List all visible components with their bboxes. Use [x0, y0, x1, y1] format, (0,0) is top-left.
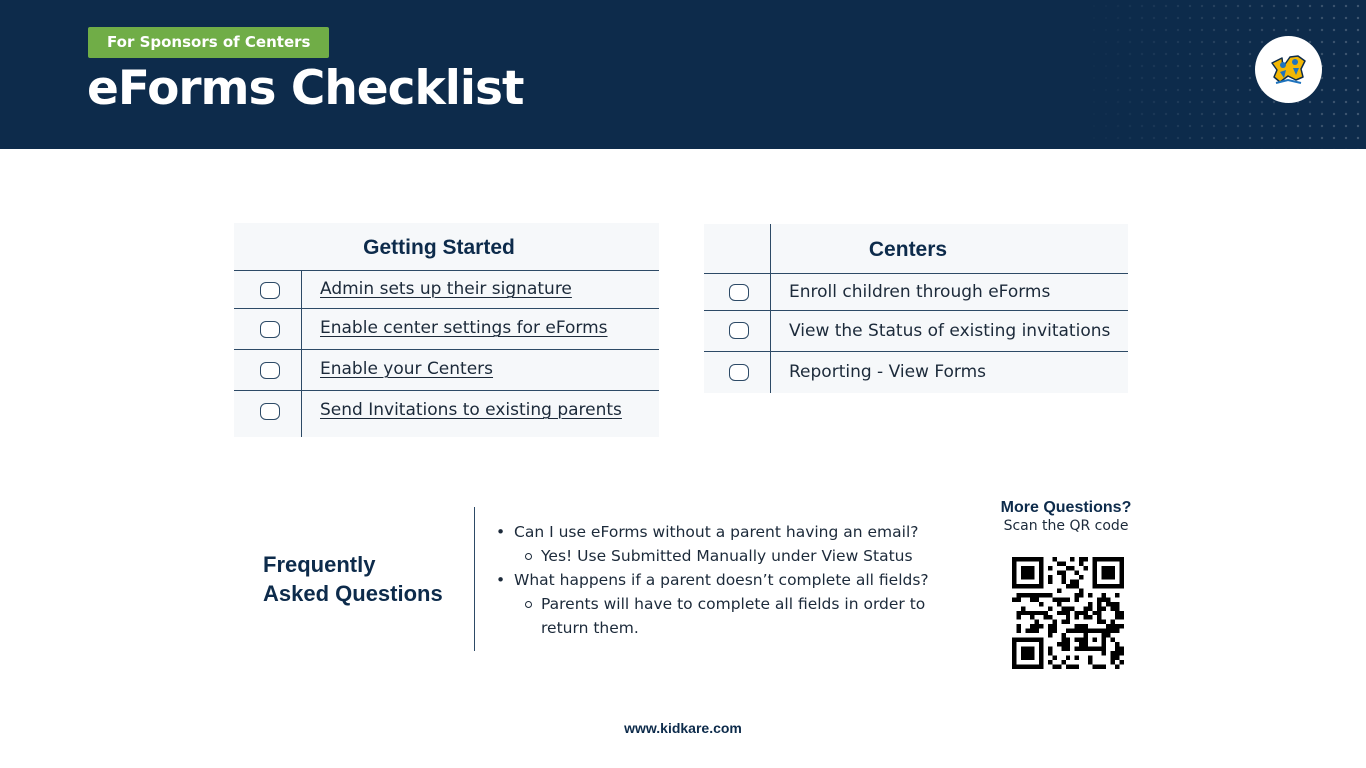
footer-url[interactable]: www.kidkare.com: [624, 720, 742, 736]
checklist-link[interactable]: Enable center settings for eForms: [320, 318, 608, 338]
page-title: eForms Checklist: [87, 61, 524, 116]
row-divider: [704, 273, 1128, 274]
faq-title-line: Frequently: [263, 552, 376, 577]
centers-panel: [704, 224, 1128, 393]
row-divider: [234, 308, 659, 309]
dot-pattern-decoration: [1076, 0, 1366, 149]
column-divider: [770, 224, 771, 393]
more-questions-title: More Questions?: [1000, 499, 1132, 516]
kidkare-logo-icon: [1255, 36, 1322, 103]
getting-started-panel: [234, 223, 659, 437]
checkbox[interactable]: [260, 362, 280, 379]
audience-tag: For Sponsors of Centers: [88, 27, 329, 58]
scan-qr-subtitle: Scan the QR code: [1003, 518, 1129, 534]
getting-started-heading: Getting Started: [363, 236, 515, 259]
checklist-item: View the Status of existing invitations: [789, 321, 1111, 341]
checklist-item: Enroll children through eForms: [789, 282, 1051, 302]
row-divider: [234, 270, 659, 271]
checkbox[interactable]: [729, 284, 749, 301]
faq-title: [263, 550, 443, 608]
checkbox[interactable]: [729, 322, 749, 339]
checkbox[interactable]: [260, 403, 280, 420]
checklist-link[interactable]: Admin sets up their signature: [320, 279, 572, 299]
row-divider: [704, 351, 1128, 352]
centers-heading: Centers: [868, 238, 948, 261]
column-divider: [301, 270, 302, 437]
row-divider: [234, 349, 659, 350]
faq-title-line: Asked Questions: [263, 581, 443, 606]
faq-divider: [474, 507, 475, 651]
faq-question: • Can I use eForms without a parent having an email?: [496, 520, 956, 544]
faq-answer: Yes! Use Submitted Manually under View Status: [496, 544, 956, 568]
qr-code-icon[interactable]: [1012, 557, 1124, 669]
row-divider: [704, 310, 1128, 311]
faq-question: • What happens if a parent doesn’t complete all fields?: [496, 568, 956, 592]
checklist-link[interactable]: Send Invitations to existing parents: [320, 400, 622, 420]
faq-list: [496, 520, 956, 640]
checkbox[interactable]: [729, 364, 749, 381]
header-banner: [0, 0, 1366, 149]
checklist-link[interactable]: Enable your Centers: [320, 359, 494, 379]
checkbox[interactable]: [260, 282, 280, 299]
faq-answer: Parents will have to complete all fields in order to return them.: [496, 592, 956, 640]
checklist-item: Reporting - View Forms: [789, 362, 987, 382]
checkbox[interactable]: [260, 321, 280, 338]
row-divider: [234, 390, 659, 391]
